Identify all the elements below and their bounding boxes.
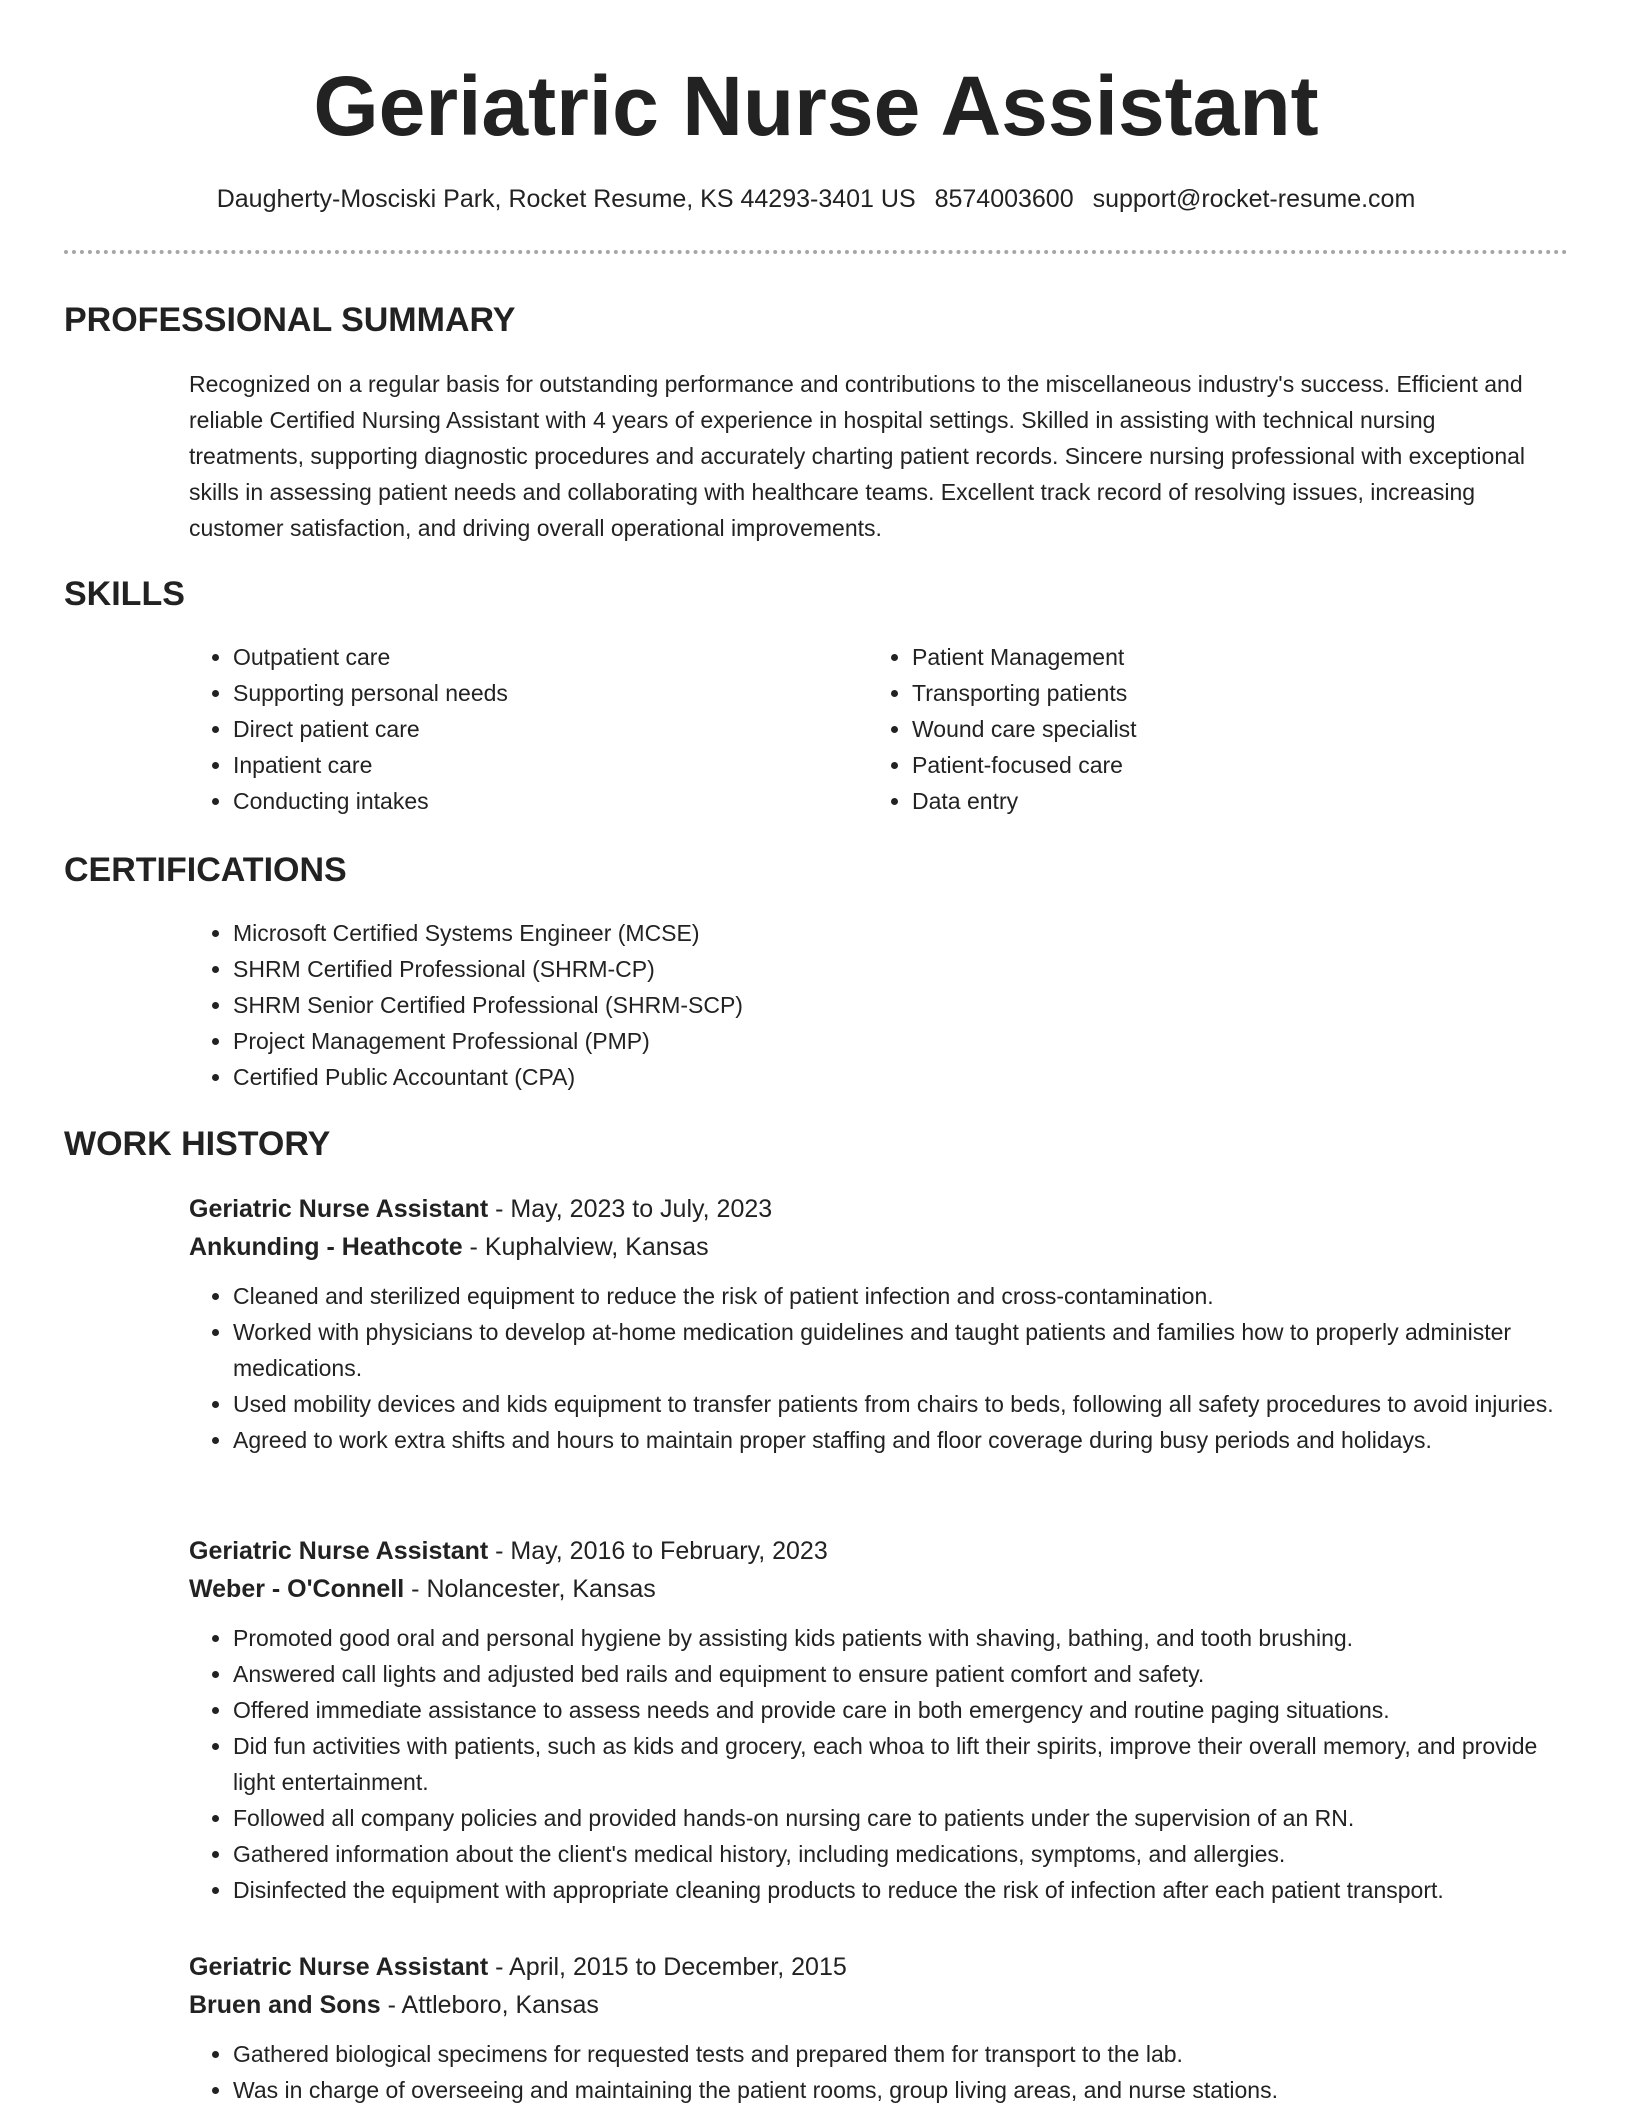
job-duty: • Disinfected the equipment with appropriate cleaning products to reduce the risk of infection after each patient transport. bbox=[233, 1872, 1569, 1908]
job-entry bbox=[189, 1948, 1569, 2108]
skill-item: • Transporting patients bbox=[912, 675, 1488, 711]
job-company-line bbox=[189, 1986, 1569, 2024]
job-duty: • Worked with physicians to develop at-home medication guidelines and taught patients and families how to properly administer medications. bbox=[233, 1314, 1569, 1386]
contact-address: Daugherty-Mosciski Park, Rocket Resume, KS 44293-3401 US bbox=[216, 185, 916, 213]
skill-item: • Supporting personal needs bbox=[233, 675, 809, 711]
certifications-block bbox=[189, 915, 743, 1095]
skills-list-left bbox=[189, 639, 809, 819]
skill-item: • Outpatient care bbox=[233, 639, 809, 675]
job-location: - Attleboro, Kansas bbox=[380, 1991, 599, 2019]
certification-item: • SHRM Senior Certified Professional (SHRM-SCP) bbox=[233, 987, 743, 1023]
summary-heading: PROFESSIONAL SUMMARY bbox=[64, 301, 516, 339]
job-duty: • Offered immediate assistance to assess needs and provide care in both emergency and routine paging situations. bbox=[233, 1692, 1569, 1728]
certifications-list bbox=[189, 915, 743, 1095]
job-duties bbox=[145, 1278, 1569, 1458]
skills-column-left bbox=[189, 639, 809, 819]
skill-item: • Wound care specialist bbox=[912, 711, 1488, 747]
job-duty: • Promoted good oral and personal hygiene by assisting kids patients with shaving, bathing, and tooth brushing. bbox=[233, 1620, 1569, 1656]
job-entry bbox=[189, 1532, 1569, 1908]
skill-item: • Conducting intakes bbox=[233, 783, 809, 819]
contact-email: support@rocket-resume.com bbox=[1092, 185, 1416, 213]
candidate-name: Geriatric Nurse Assistant bbox=[313, 59, 1319, 153]
job-duties bbox=[145, 2036, 1569, 2108]
job-role: Geriatric Nurse Assistant bbox=[189, 1195, 489, 1223]
skills-column-right bbox=[868, 639, 1488, 819]
job-location: - Nolancester, Kansas bbox=[404, 1575, 656, 1603]
job-dates: - April, 2015 to December, 2015 bbox=[488, 1953, 847, 1981]
job-title-line bbox=[189, 1948, 1569, 1986]
job-duty: • Did fun activities with patients, such as kids and grocery, each whoa to lift their spirits, improve their overall memory, and provide light entertainment. bbox=[233, 1728, 1569, 1800]
job-title-line bbox=[189, 1190, 1569, 1228]
certification-item: • Microsoft Certified Systems Engineer (MCSE) bbox=[233, 915, 743, 951]
job-role: Geriatric Nurse Assistant bbox=[189, 1537, 489, 1565]
skill-item: • Direct patient care bbox=[233, 711, 809, 747]
job-entry bbox=[189, 1190, 1569, 1458]
job-duty: • Gathered information about the client's medical history, including medications, symptoms, and allergies. bbox=[233, 1836, 1569, 1872]
contact-line bbox=[0, 182, 1632, 216]
job-duty: • Agreed to work extra shifts and hours to maintain proper staffing and floor coverage during busy periods and holidays. bbox=[233, 1422, 1569, 1458]
skill-item: • Patient-focused care bbox=[912, 747, 1488, 783]
job-role: Geriatric Nurse Assistant bbox=[189, 1953, 489, 1981]
skills-heading: SKILLS bbox=[64, 575, 185, 613]
job-location: - Kuphalview, Kansas bbox=[462, 1233, 709, 1261]
job-duty: • Used mobility devices and kids equipment to transfer patients from chairs to beds, following all safety procedures to avoid injuries. bbox=[233, 1386, 1569, 1422]
skill-item: • Patient Management bbox=[912, 639, 1488, 675]
contact-phone: 8574003600 bbox=[934, 185, 1074, 213]
job-duty: • Followed all company policies and provided hands-on nursing care to patients under the supervision of an RN. bbox=[233, 1800, 1569, 1836]
certification-item: • Certified Public Accountant (CPA) bbox=[233, 1059, 743, 1095]
skill-item: • Inpatient care bbox=[233, 747, 809, 783]
job-dates: - May, 2016 to February, 2023 bbox=[488, 1537, 828, 1565]
job-duty: • Was in charge of overseeing and maintaining the patient rooms, group living areas, and nurse stations. bbox=[233, 2072, 1569, 2108]
job-company: Bruen and Sons bbox=[189, 1991, 381, 2019]
work-history-heading: WORK HISTORY bbox=[64, 1125, 331, 1163]
certification-item: • Project Management Professional (PMP) bbox=[233, 1023, 743, 1059]
job-company-line bbox=[189, 1228, 1569, 1266]
summary-text: Recognized on a regular basis for outstanding performance and contributions to the miscellaneous industry's success. Efficient and reliable Certified Nursing Assistant with 4 years of experience in hospital settings. Skilled in assisting with technical nursing treatments, supporting diagnostic procedures and accurately charting patient records. Sincere nursing professional with exceptional skills in assessing patient needs and collaborating with healthcare teams. Excellent track record of resolving issues, increasing customer satisfaction, and driving overall operational improvements. bbox=[189, 371, 1526, 541]
header-divider bbox=[64, 250, 1568, 254]
skills-list-right bbox=[868, 639, 1488, 819]
job-company: Weber - O'Connell bbox=[189, 1575, 405, 1603]
job-duty: • Answered call lights and adjusted bed rails and equipment to ensure patient comfort and safety. bbox=[233, 1656, 1569, 1692]
job-title-line bbox=[189, 1532, 1569, 1570]
job-duty: • Cleaned and sterilized equipment to reduce the risk of patient infection and cross-contamination. bbox=[233, 1278, 1569, 1314]
job-company: Ankunding - Heathcote bbox=[189, 1233, 463, 1261]
job-company-line bbox=[189, 1570, 1569, 1608]
job-dates: - May, 2023 to July, 2023 bbox=[488, 1195, 773, 1223]
certification-item: • SHRM Certified Professional (SHRM-CP) bbox=[233, 951, 743, 987]
job-duties bbox=[145, 1620, 1569, 1908]
skill-item: • Data entry bbox=[912, 783, 1488, 819]
job-duty: • Gathered biological specimens for requested tests and prepared them for transport to the lab. bbox=[233, 2036, 1569, 2072]
certifications-heading: CERTIFICATIONS bbox=[64, 851, 347, 889]
